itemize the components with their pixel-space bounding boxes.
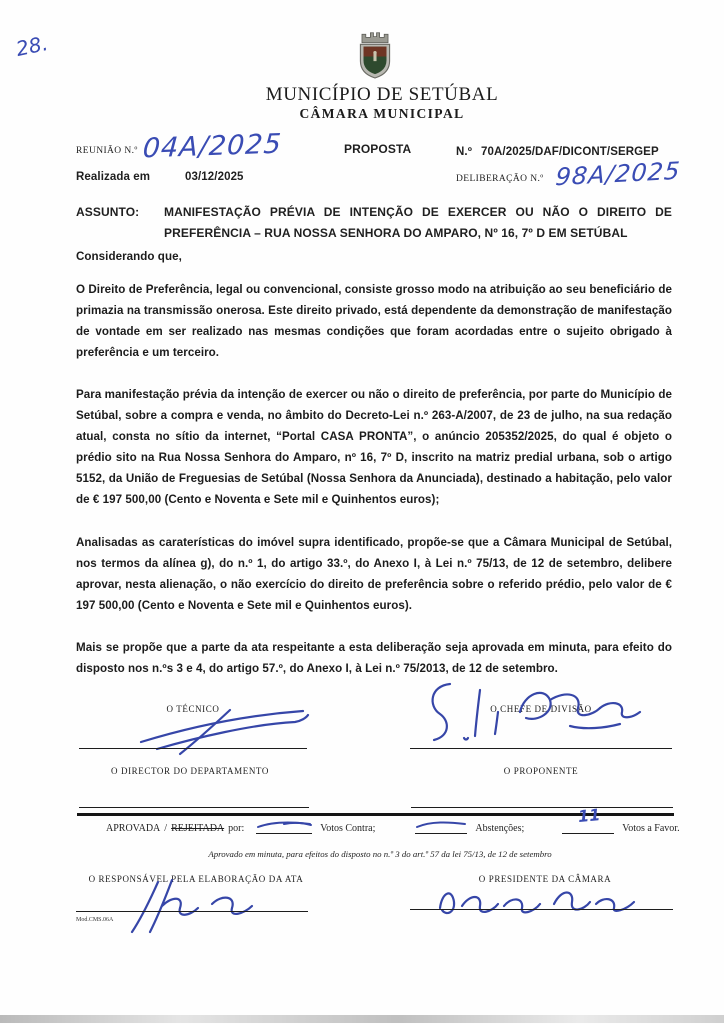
presidente-camara-label: O PRESIDENTE DA CÂMARA — [478, 874, 612, 884]
paragraph-minuta: Mais se propõe que a parte da ata respeitante a esta deliberação seja aprovada em minuta, para efeito do disposto nos n.ºs 3 e 4, do artigo 57.º, do Anexo I, à Lei n.º 75/2013, de 12 de setembro. — [76, 641, 672, 675]
deliberacao-number-handwritten: 98A/2025 — [554, 156, 682, 192]
deliberacao-label: DELIBERAÇÃO N.º — [456, 174, 544, 184]
responsavel-ata-label: O RESPONSÁVEL PELA ELABORAÇÃO DA ATA — [88, 874, 304, 884]
vote-separator: / — [164, 823, 168, 834]
votos-contra-ink-dash — [254, 818, 314, 832]
abstencoes-ink-dash — [413, 818, 469, 832]
proposta-number-label: N.º — [456, 146, 473, 158]
votos-contra-label: Votos Contra; — [320, 823, 376, 834]
reuniao-label: REUNIÃO N.º — [76, 146, 138, 156]
minuta-note: Aprovado em minuta, para efeitos do disposto no n.º 3 do art.º 57 da lei 75/13, de 12 de setembro — [208, 849, 552, 859]
paragraph-casa-pronta: Para manifestação prévia da intenção de exercer ou não o direito de preferência, por parte do Município de Setúbal, sobre a compra e venda, no âmbito do Decreto-Lei n.º 263-A/2007, de 23 de julho, na sua redação atual, consta no sítio da internet, “Portal CASA PRONTA”, o anúncio 205352/2025, do qual é objeto o prédio sito na Rua Nossa Senhora do Amparo, nº 16, 7º D, inscrito na matriz predial urbana, sob o artigo 5152, da União de Freguesias de Setúbal (Nossa Senhora da Anunciada), destinado a habitação, pelo valor de € 197 500,00 (Cento e Noventa e Sete mil e Quinhentos euros); — [76, 388, 672, 506]
votos-contra-blank — [256, 822, 312, 834]
proponente-label: O PROPONENTE — [503, 766, 579, 776]
assunto-label: ASSUNTO: — [76, 205, 140, 219]
document-body — [76, 246, 672, 679]
chefe-divisao-signature — [420, 672, 650, 752]
presidente-signature-line — [410, 909, 673, 910]
paragraph-analisadas: Analisadas as caraterísticas do imóvel supra identificado, propõe-se que a Câmara Municipal de Setúbal, nos termos da alínea g), do n.º 1, do artigo 33.º, do Anexo I, à Lei n.º 75/13, de 12 de setembro, delibere aprovar, nesta alienação, o não exercício do direito de preferência sobre o referido prédio, pelo valor de € 197 500,00 (Cento e Noventa e Sete mil e Quinhentos euros). — [76, 536, 672, 612]
form-code: Mod.CMS.06A — [76, 917, 114, 923]
responsavel-ata-signature — [120, 878, 270, 933]
chamber-title: CÂMARA MUNICIPAL — [299, 106, 465, 121]
chefe-divisao-label: O CHEFE DE DIVISÃO — [490, 704, 592, 714]
setubal-coat-of-arms-icon — [352, 27, 398, 83]
por-label: por: — [228, 823, 245, 834]
handwritten-corner-note: 28. — [13, 30, 50, 62]
reuniao-number-handwritten: 04A/2025 — [141, 128, 283, 165]
aprovada-label: APROVADA — [106, 823, 161, 834]
proposta-number-value: 70A/2025/DAF/DICONT/SERGEP — [481, 146, 659, 158]
paragraph-direito-preferencia: O Direito de Preferência, legal ou convencional, consiste grosso modo na atribuição ao seu beneficiário de primazia na transmissão onerosa. Este direito privado, está dependente da demonstração de manifestação de vontade em ser realizado nas mesmas condições que foram acordadas entre o sujeito obrigado à preferência e um terceiro. — [76, 283, 672, 359]
scan-edge-artifact — [0, 1015, 724, 1023]
votos-favor-label: Votos a Favor. — [622, 823, 680, 834]
chefe-signature-line — [410, 748, 672, 749]
responsavel-signature-line — [76, 911, 308, 912]
considerando-intro: Considerando que, — [76, 250, 182, 263]
voting-row — [106, 805, 680, 834]
director-signature-line — [79, 807, 309, 808]
realizada-date: 03/12/2025 — [185, 171, 244, 183]
municipality-title: MUNICÍPIO DE SETÚBAL — [265, 84, 499, 105]
tecnico-signature-line — [79, 748, 307, 749]
realizada-label: Realizada em — [76, 171, 151, 183]
presidente-camara-signature — [428, 880, 653, 920]
abstencoes-blank — [415, 822, 467, 834]
rejeitada-label-struck: REJEITADA — [171, 823, 225, 834]
abstencoes-label: Abstenções; — [475, 823, 525, 834]
votos-favor-count-handwritten: 11 — [577, 805, 602, 826]
proposta-number — [456, 142, 659, 160]
director-label: O DIRECTOR DO DEPARTAMENTO — [111, 766, 269, 776]
votos-favor-blank — [562, 805, 614, 834]
assunto-text: MANIFESTAÇÃO PRÉVIA DE INTENÇÃO DE EXERCER OU NÃO O DIREITO DE PREFERÊNCIA – RUA NOSSA SENHORA DO AMPARO, Nº 16, 7º D EM SETÚBAL — [164, 205, 672, 240]
proposta-label: PROPOSTA — [344, 142, 412, 156]
proponente-signature-line — [411, 807, 673, 808]
tecnico-label: O TÉCNICO — [166, 704, 220, 714]
